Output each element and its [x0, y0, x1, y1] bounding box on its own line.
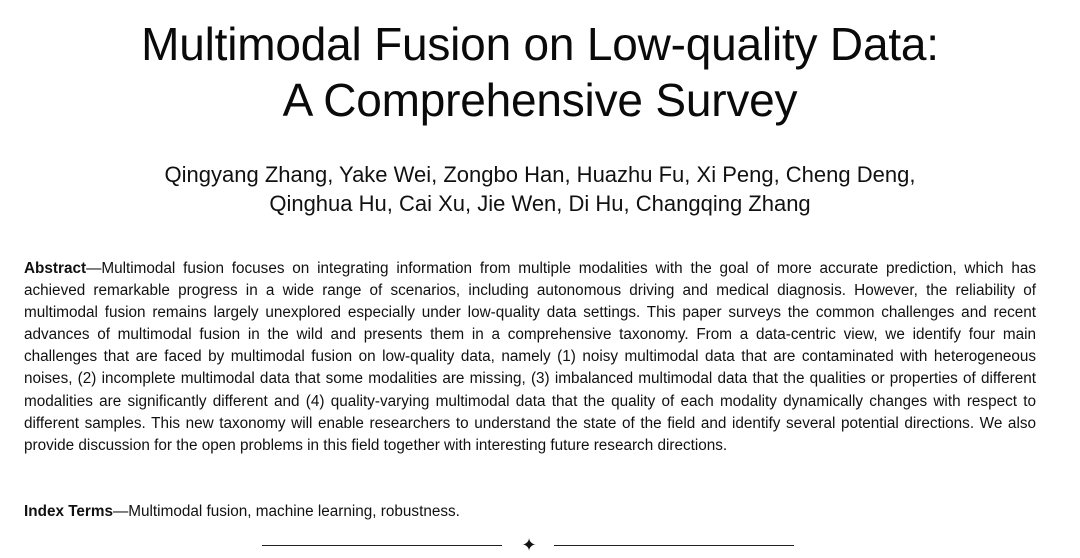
author-list	[0, 160, 1080, 218]
divider-line-left	[262, 545, 502, 546]
abstract-label: Abstract	[24, 260, 87, 277]
title-line-1: Multimodal Fusion on Low-quality Data:	[141, 18, 939, 70]
four-point-star-icon: ✦	[521, 535, 537, 556]
author-line-2: Qinghua Hu, Cai Xu, Jie Wen, Di Hu, Changqing Zhang	[269, 191, 811, 216]
title-line-2: A Comprehensive Survey	[282, 74, 798, 126]
divider-line-right	[554, 545, 794, 546]
abstract	[24, 258, 1036, 457]
index-terms-label: Index Terms	[24, 503, 113, 520]
section-divider	[0, 536, 1080, 556]
abstract-text: —Multimodal fusion focuses on integrating information from multiple modalities with the goal of more accurate prediction, which has achieved remarkable progress in a wide range of scenarios, including autonomous driving and medical diagnosis. However, the reliability of multimodal fusion remains largely unexplored especially under low-quality data settings. This paper surveys the common challenges and recent advances of multimodal fusion in the wild and presents them in a comprehensive taxonomy. From a data-centric view, we identify four main challenges that are faced by multimodal fusion on low-quality data, namely (1) noisy multimodal data that are contaminated with heterogeneous noises, (2) incomplete multimodal data that some modalities are missing, (3) imbalanced multimodal data that the qualities or properties of different modalities are significantly different and (4) quality-varying multimodal data that the quality of each modality dynamically changes with respect to different samples. This new taxonomy will enable researchers to understand the state of the field and identify several potential directions. We also provide discussion for the open problems in this field together with interesting future research directions.	[24, 260, 1036, 454]
paper-title	[0, 16, 1080, 128]
index-terms	[24, 501, 1036, 523]
index-terms-text: —Multimodal fusion, machine learning, robustness.	[112, 503, 460, 520]
author-line-1: Qingyang Zhang, Yake Wei, Zongbo Han, Huazhu Fu, Xi Peng, Cheng Deng,	[164, 162, 916, 187]
